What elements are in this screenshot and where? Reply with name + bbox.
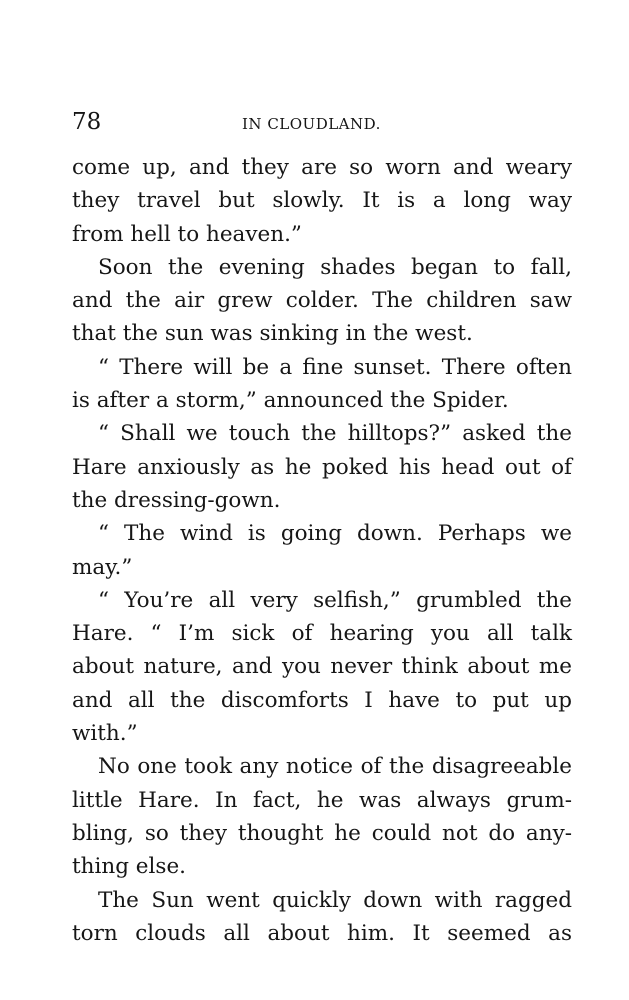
text-line: the dressing-gown. — [72, 487, 281, 513]
text-line: from hell to heaven.” — [72, 221, 302, 247]
text-line: that the sun was sinking in the west. — [72, 321, 473, 347]
running-head: IN CLOUDLAND. — [242, 115, 381, 133]
text-line: come up, and they are so worn and weary — [72, 155, 572, 180]
text-line: with.” — [72, 721, 138, 747]
page-header — [72, 106, 572, 138]
text-line: and all the discomforts I have to put up — [72, 687, 572, 713]
text-line: “ There will be a fine sunset. There often — [98, 354, 572, 380]
text-line: they travel but slowly. It is a long way — [72, 188, 572, 214]
text-line: bling, so they thought he could not do any- — [72, 820, 572, 846]
text-line: is after a storm,” announced the Spider. — [72, 388, 509, 414]
text-line: about nature, and you never think about me — [72, 654, 572, 680]
text-line: thing else. — [72, 854, 186, 880]
text-line: and the air grew colder. The children saw — [72, 288, 572, 314]
text-line: Soon the evening shades began to fall, — [98, 254, 572, 280]
text-line: “ Shall we touch the hilltops?” asked the — [98, 421, 572, 447]
text-line: Hare. “ I’m sick of hearing you all talk — [72, 621, 572, 647]
text-line: may.” — [72, 554, 133, 580]
text-line: Hare anxiously as he poked his head out of — [72, 454, 572, 480]
body-text — [72, 151, 572, 950]
text-line: The Sun went quickly down with ragged — [98, 887, 572, 913]
text-line: No one took any notice of the disagreeable — [98, 754, 572, 780]
page-number: 78 — [72, 109, 102, 135]
text-line: little Hare. In fact, he was always grum- — [72, 787, 572, 813]
text-line: “ The wind is going down. Perhaps we — [98, 521, 572, 547]
text-line: “ You’re all very selfish,” grumbled the — [98, 587, 572, 613]
text-line: torn clouds all about him. It seemed as — [72, 920, 572, 946]
